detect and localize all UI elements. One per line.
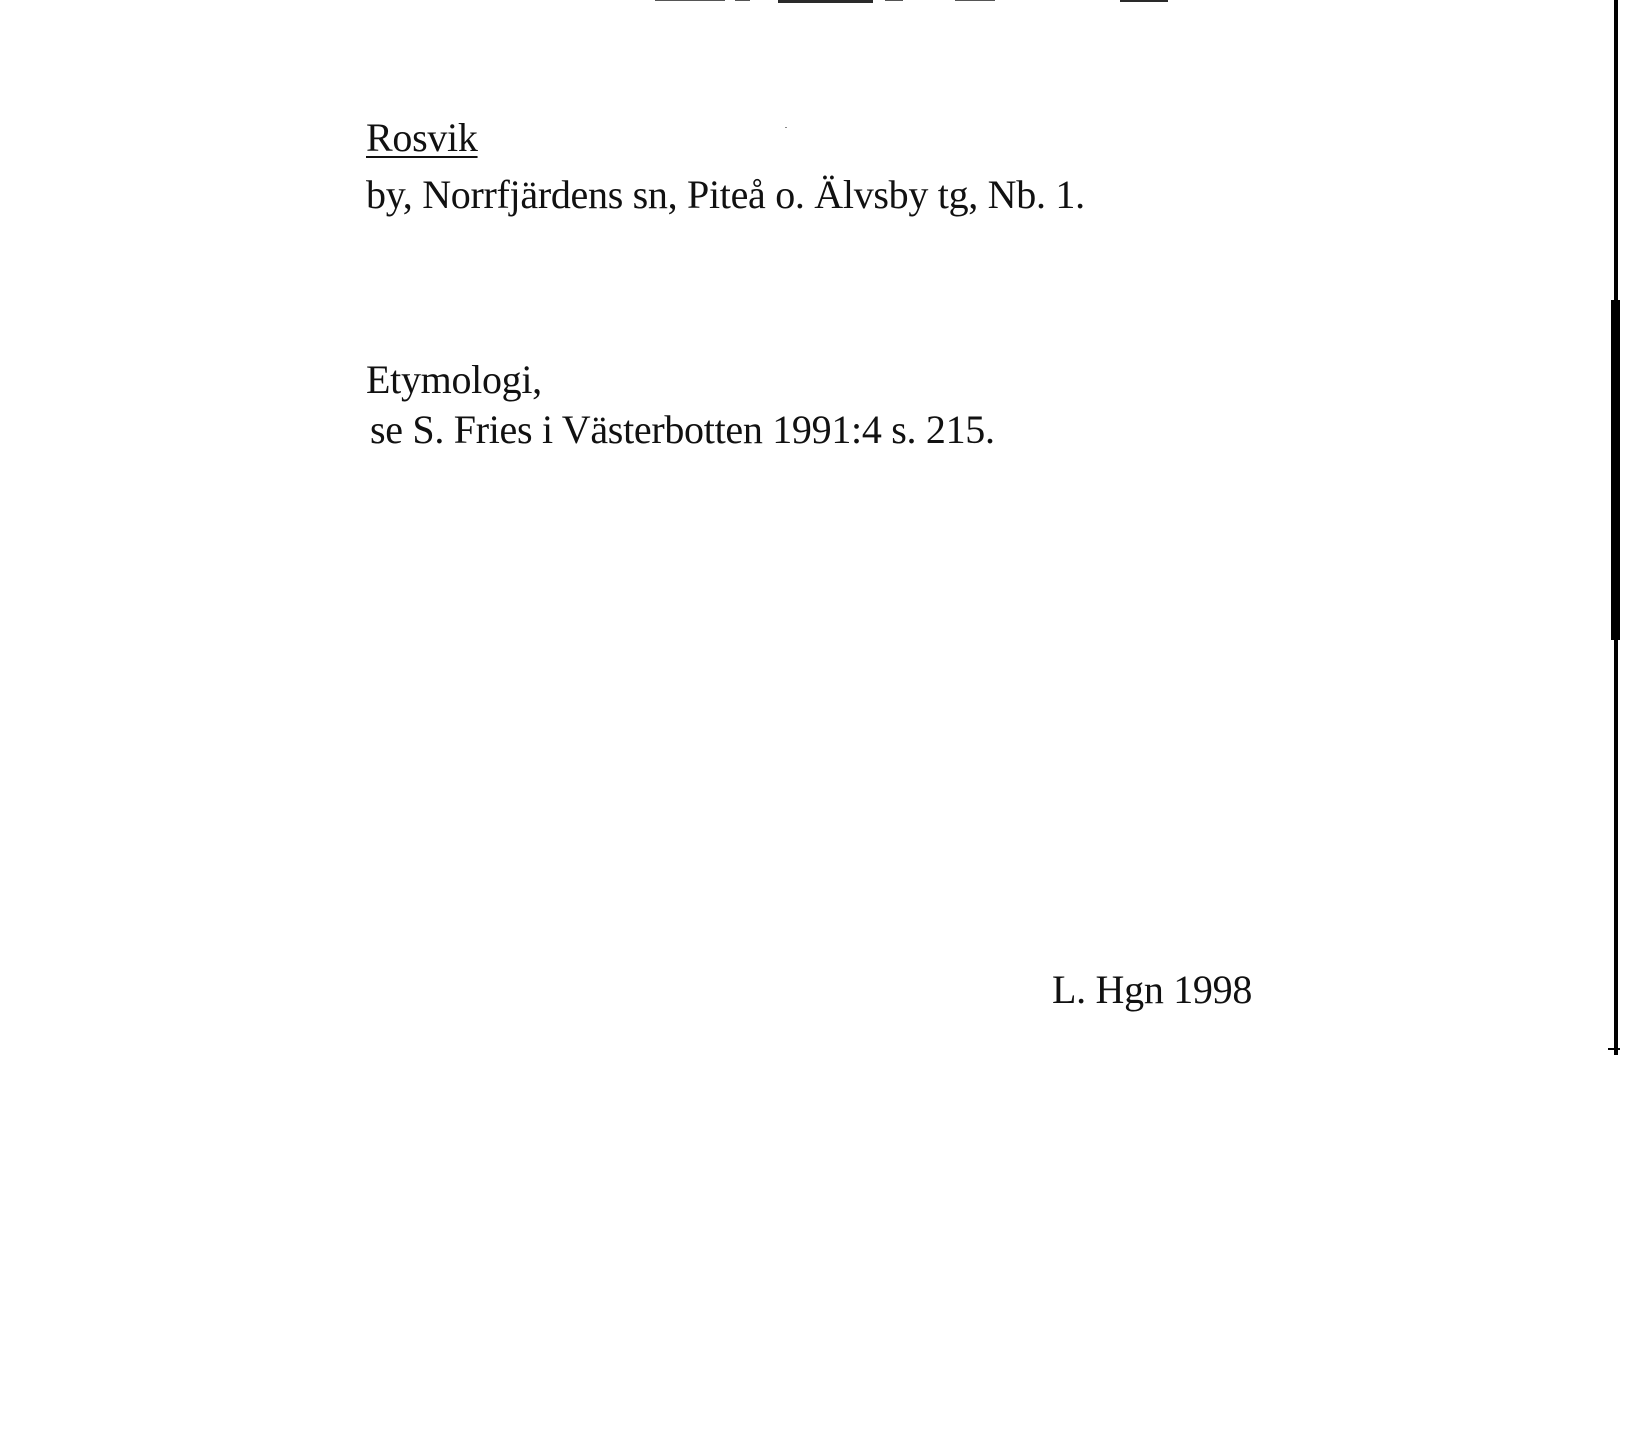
author-signature: L. Hgn 1998 (1052, 967, 1253, 1012)
place-name-heading: Rosvik (366, 115, 478, 160)
scan-speck (785, 127, 787, 128)
scan-edge-mark (735, 0, 750, 1)
scan-edge-mark (655, 0, 725, 1)
scan-edge-mark (955, 0, 995, 1)
etymology-heading: Etymologi, (366, 357, 542, 402)
etymology-reference: se S. Fries i Västerbotten 1991:4 s. 215. (370, 407, 995, 452)
place-description: by, Norrfjärdens sn, Piteå o. Älvsby tg, Nb. 1. (366, 172, 1085, 217)
scan-edge-mark (885, 0, 903, 1)
scan-border-tick (1608, 1048, 1620, 1050)
scan-edge-mark (1120, 0, 1168, 2)
scan-edge-mark (778, 0, 873, 3)
scan-border-right-shadow (1611, 300, 1620, 640)
